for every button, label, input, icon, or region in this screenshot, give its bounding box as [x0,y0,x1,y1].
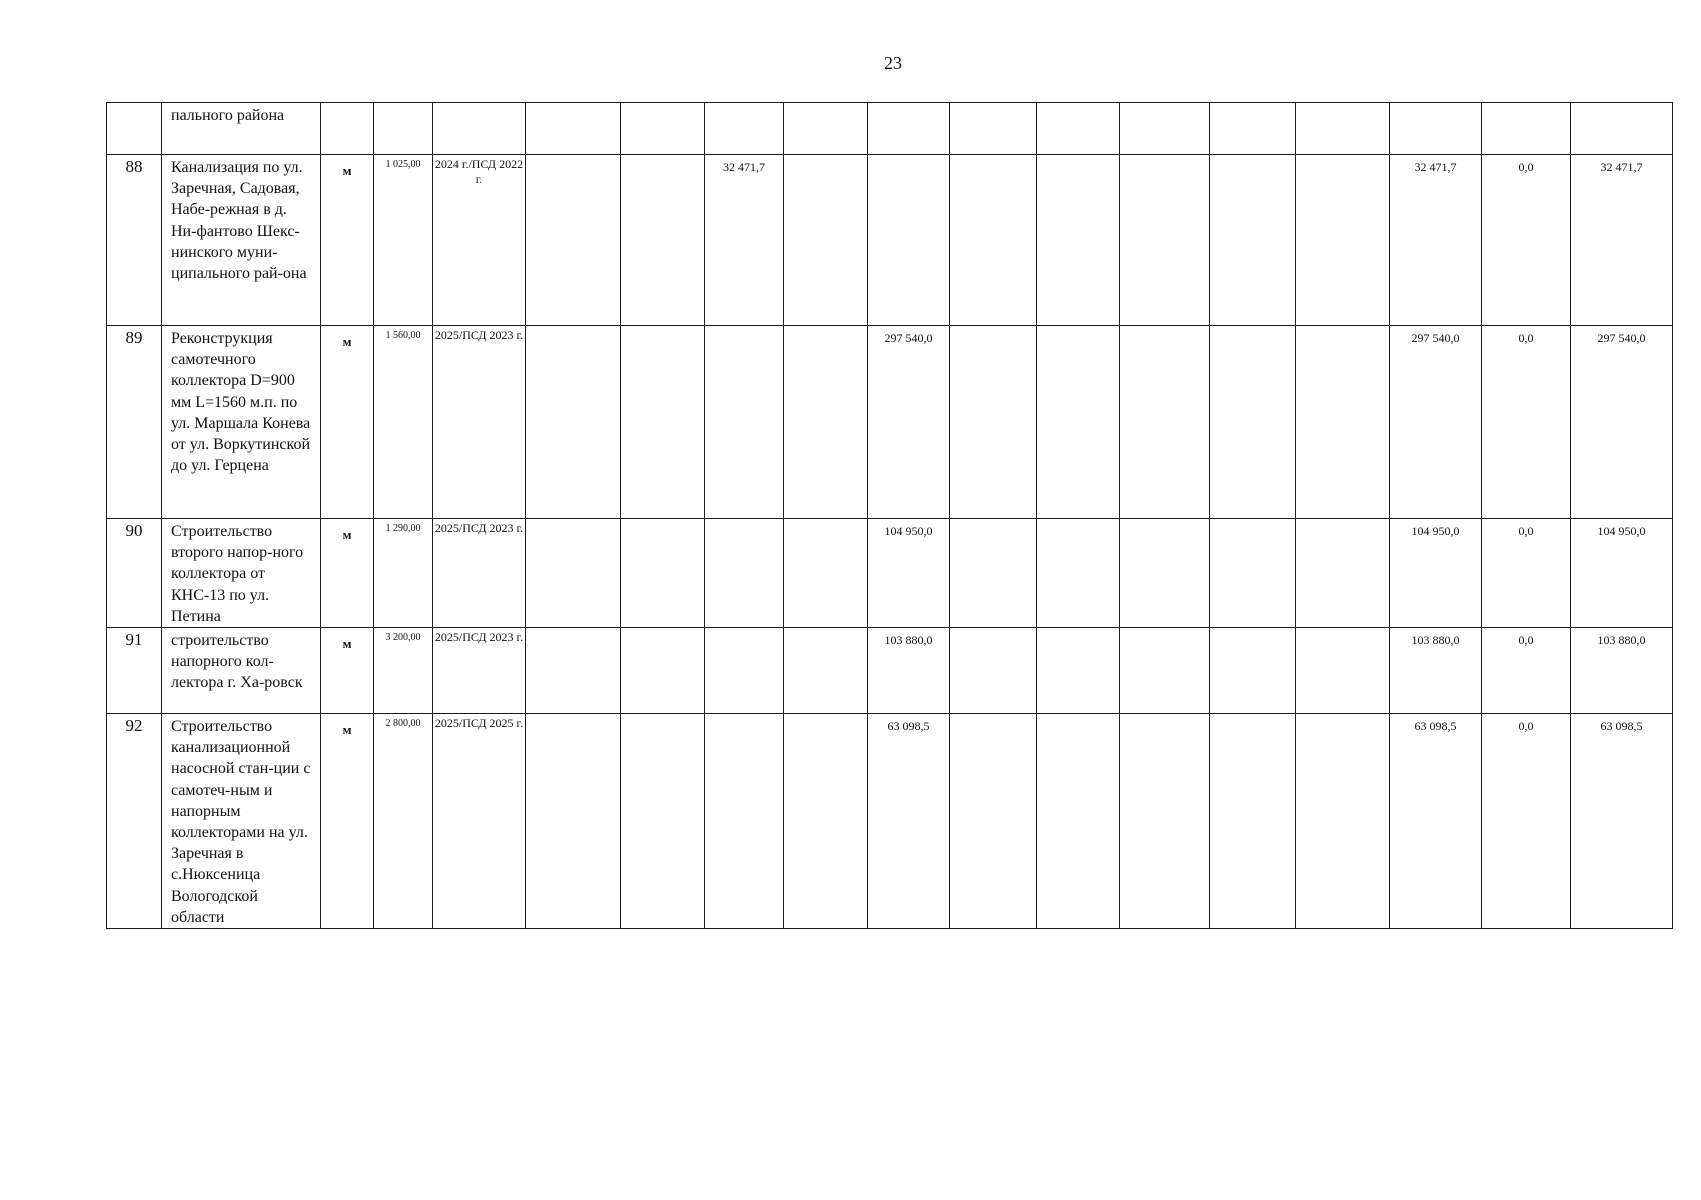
unit-cell: м [321,519,374,628]
zero-cell: 0,0 [1482,519,1571,628]
total-cell-b: 103 880,0 [1571,628,1673,714]
unit-cell: м [321,326,374,519]
period-cell: 2025/ПСД 2023 г. [433,628,526,714]
name-cell: пального района [162,103,321,155]
quantity-cell: 1 025,00 [374,155,433,326]
object-name: строительство напорного кол-лектора г. Ха-ровск [162,628,321,714]
value-2025-cell: 103 880,0 [868,628,950,714]
table-row [107,155,1673,326]
quantity-cell: 1 560,00 [374,326,433,519]
total-cell: 104 950,0 [1390,519,1482,628]
quantity-cell: 3 200,00 [374,628,433,714]
value-2024-cell [705,714,784,929]
zero-cell: 0,0 [1482,155,1571,326]
total-cell-b: 32 471,7 [1571,155,1673,326]
total-cell: 297 540,0 [1390,326,1482,519]
row-number: 90 [107,519,162,628]
value-2024-cell: 32 471,7 [705,155,784,326]
total-cell: 103 880,0 [1390,628,1482,714]
object-name: Реконструкция самотечного коллектора D=900 мм L=1560 м.п. по ул. Маршала Конева от ул. Воркутинской до ул. Герцена [162,326,321,519]
object-name: Строительство канализационной насосной стан-ции с самотеч-ным и напорным коллекторами на ул. Заречная в с.Нюксеница Вологодской области [162,714,321,929]
period-cell: 2025/ПСД 2023 г. [433,519,526,628]
value-2025-cell: 63 098,5 [868,714,950,929]
total-cell-b: 104 950,0 [1571,519,1673,628]
zero-cell: 0,0 [1482,628,1571,714]
row-number: 91 [107,628,162,714]
table-row [107,519,1673,628]
quantity-cell: 2 800,00 [374,714,433,929]
row-number: 88 [107,155,162,326]
total-cell-b: 297 540,0 [1571,326,1673,519]
total-cell: 32 471,7 [1390,155,1482,326]
value-2025-cell [868,155,950,326]
value-2024-cell [705,519,784,628]
object-name: Канализация по ул. Заречная, Садовая, Набе-режная в д. Ни-фантово Шекс-нинского муни-ципального рай-она [162,155,321,326]
object-name: Строительство второго напор-ного коллектора от КНС-13 по ул. Петина [162,519,321,628]
quantity-cell: 1 290,00 [374,519,433,628]
unit-cell: м [321,628,374,714]
period-cell: 2025/ПСД 2025 г. [433,714,526,929]
row-number: 92 [107,714,162,929]
period-cell: 2024 г./ПСД 2022 г. [433,155,526,326]
num-cell [107,103,162,155]
zero-cell: 0,0 [1482,714,1571,929]
page-number: 23 [884,53,902,73]
table-row-continuation [107,103,1673,155]
zero-cell: 0,0 [1482,326,1571,519]
table-row [107,628,1673,714]
unit-cell: м [321,155,374,326]
value-2025-cell: 104 950,0 [868,519,950,628]
value-2025-cell: 297 540,0 [868,326,950,519]
unit-cell: м [321,714,374,929]
total-cell: 63 098,5 [1390,714,1482,929]
table-row [107,714,1673,929]
table-row [107,326,1673,519]
period-cell: 2025/ПСД 2023 г. [433,326,526,519]
row-number: 89 [107,326,162,519]
value-2024-cell [705,628,784,714]
value-2024-cell [705,326,784,519]
sewerage-projects-table [106,102,1673,929]
total-cell-b: 63 098,5 [1571,714,1673,929]
